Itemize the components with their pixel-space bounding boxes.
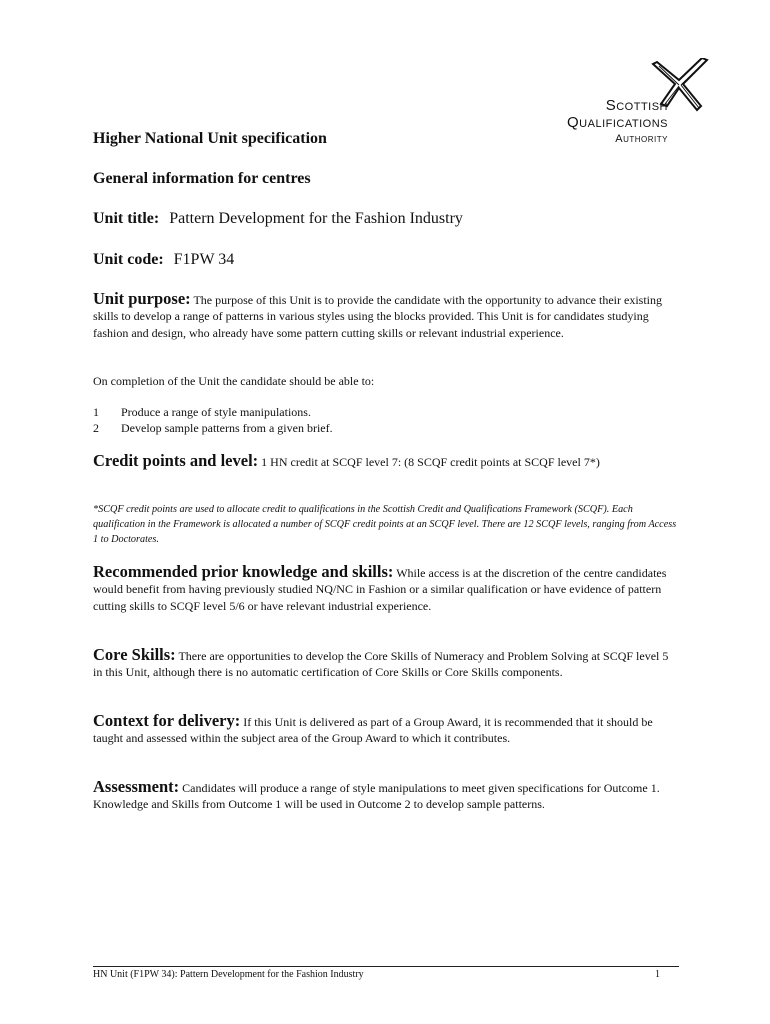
page-number: 1 xyxy=(655,969,660,980)
prior-knowledge-heading: Recommended prior knowledge and skills: xyxy=(93,562,394,581)
unit-code-label: Unit code: xyxy=(93,251,164,268)
assessment-section xyxy=(93,779,678,813)
logo-line-scottish: Scottish xyxy=(605,97,668,114)
outcome-text: Produce a range of style manipulations. xyxy=(121,405,311,419)
credit-section xyxy=(93,453,678,470)
footer-divider xyxy=(93,966,679,967)
list-item xyxy=(93,420,673,436)
spec-title: Higher National Unit specification xyxy=(93,130,327,147)
assessment-text: Candidates will produce a range of style manipulations to meet given specifications for Outcome 1. Knowledge and Skills from Outcome 1 will be used in Outcome 2 to develop sample patterns. xyxy=(93,781,660,812)
logo-line-authority: Authority xyxy=(615,133,668,145)
scqf-note: *SCQF credit points are used to allocate credit to qualifications in the Scottish Credit and Qualifications Framework (SCQF). Each qualification in the Framework is allocated a number of SCQF credit points at an SCQF level. There are 12 SCQF levels, ranging from Access 1 to Doctorates. xyxy=(93,504,677,545)
outcome-text: Develop sample patterns from a given brief. xyxy=(121,421,333,436)
unit-title-value: Pattern Development for the Fashion Industry xyxy=(169,210,463,227)
footer-unit-label: HN Unit (F1PW 34): Pattern Development for the Fashion Industry xyxy=(93,969,364,980)
unit-purpose-text: The purpose of this Unit is to provide the candidate with the opportunity to advance their existing skills to develop a range of patterns in various styles using the blocks provided. This Unit is for candidates studying fashion and design, who already have some pattern cutting skills or relevant industrial experience. xyxy=(93,293,662,340)
credit-text: 1 HN credit at SCQF level 7: (8 SCQF credit points at SCQF level 7*) xyxy=(261,455,600,469)
logo-line-qualifications: Qualifications xyxy=(567,114,668,131)
context-heading: Context for delivery: xyxy=(93,711,241,730)
outcome-number: 1 xyxy=(93,405,99,419)
unit-title-row xyxy=(93,210,463,228)
general-info-heading: General information for centres xyxy=(93,170,311,187)
unit-title-label: Unit title: xyxy=(93,210,160,227)
assessment-heading: Assessment: xyxy=(93,777,180,796)
completion-intro: On completion of the Unit the candidate should be able to: xyxy=(93,374,375,388)
credit-heading: Credit points and level: xyxy=(93,451,259,470)
outcome-number: 2 xyxy=(93,421,99,436)
context-text: If this Unit is delivered as part of a Group Award, it is recommended that it should be taught and assessed within the subject area of the Group Award to which it contributes. xyxy=(93,715,653,746)
core-skills-section xyxy=(93,647,678,681)
prior-knowledge-section xyxy=(93,564,678,614)
unit-code-row xyxy=(93,251,234,269)
context-section xyxy=(93,713,678,747)
unit-code-value: F1PW 34 xyxy=(173,251,235,268)
core-skills-heading: Core Skills: xyxy=(93,645,176,664)
unit-purpose-section xyxy=(93,291,678,341)
unit-purpose-heading: Unit purpose: xyxy=(93,289,191,308)
prior-knowledge-text: While access is at the discretion of the centre candidates would benefit from having previously studied NQ/NC in Fashion or a similar qualification or have evidence of pattern cutting skills to SCQF level 5/6 or have relevant industrial experience. xyxy=(93,566,667,613)
core-skills-text: There are opportunities to develop the Core Skills of Numeracy and Problem Solving at SCQF level 5 in this Unit, although there is no automatic certification of Core Skills or Core Skills components. xyxy=(93,649,669,680)
sqa-logo xyxy=(515,58,720,150)
list-item xyxy=(93,404,673,420)
outcomes-list xyxy=(93,404,673,437)
